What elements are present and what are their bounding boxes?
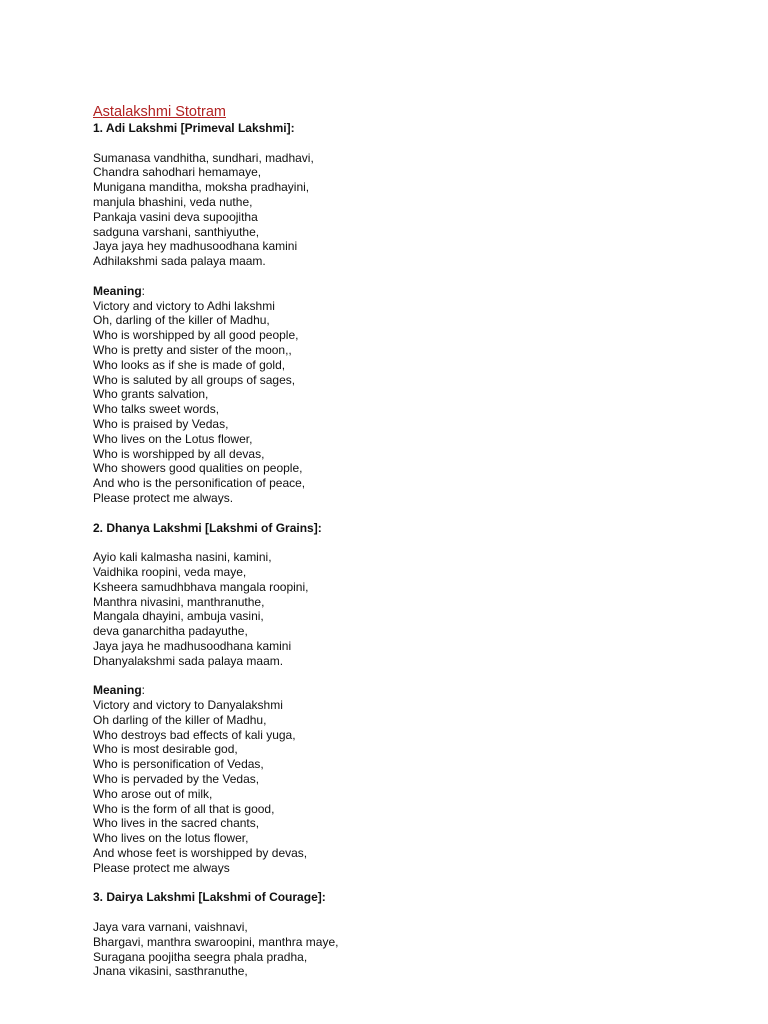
- section-dhanya-lakshmi: [93, 521, 733, 891]
- spacer: [93, 506, 733, 521]
- meaning-line: Who lives on the lotus flower,: [93, 831, 249, 846]
- verse-line: Suragana poojitha seegra phala pradha,: [93, 949, 308, 964]
- meaning-label: Meaning: [93, 283, 142, 298]
- meaning-line: Who is the form of all that is good,: [93, 801, 275, 816]
- verse-line: Jaya jaya hey madhusoodhana kamini: [93, 239, 298, 254]
- verse-line: deva ganarchitha padayuthe,: [93, 624, 248, 639]
- meaning-colon: :: [141, 283, 146, 298]
- section-adi-lakshmi: [93, 121, 733, 521]
- meaning-line: Oh darling of the killer of Madhu,: [93, 712, 267, 727]
- verse-line: Munigana manditha, moksha pradhayini,: [93, 180, 310, 195]
- meaning-line: Oh, darling of the killer of Madhu,: [93, 313, 270, 328]
- verse-line: sadguna varshani, santhiyuthe,: [93, 224, 260, 239]
- meaning-line: Who destroys bad effects of kali yuga,: [93, 727, 296, 742]
- meaning-line: Who is pretty and sister of the moon,,: [93, 342, 292, 357]
- spacer: [93, 136, 733, 151]
- meaning-line: Who is most desirable god,: [93, 742, 238, 757]
- spacer: [93, 876, 733, 891]
- verse-line: Sumanasa vandhitha, sundhari, madhavi,: [93, 150, 314, 165]
- meaning-block: [93, 299, 733, 506]
- meaning-block: [93, 698, 733, 876]
- meaning-line: Who is pervaded by the Vedas,: [93, 772, 260, 787]
- meaning-line: Victory and victory to Danyalakshmi: [93, 698, 283, 713]
- meaning-line: Victory and victory to Adhi lakshmi: [93, 298, 275, 313]
- spacer: [93, 905, 733, 920]
- meaning-line: Who is personification of Vedas,: [93, 757, 264, 772]
- verse-line: Ayio kali kalmasha nasini, kamini,: [93, 550, 272, 565]
- verse-line: Chandra sahodhari hemamaye,: [93, 165, 262, 180]
- section-heading: 3. Dairya Lakshmi [Lakshmi of Courage]:: [93, 890, 326, 905]
- verse-block: [93, 151, 733, 269]
- meaning-line: Who is worshipped by all good people,: [93, 328, 299, 343]
- meaning-heading: [93, 284, 733, 299]
- document-page: [93, 103, 733, 979]
- meaning-line: Who looks as if she is made of gold,: [93, 357, 286, 372]
- meaning-line: Who grants salvation,: [93, 387, 209, 402]
- meaning-line: Who arose out of milk,: [93, 786, 213, 801]
- spacer: [93, 668, 733, 683]
- meaning-colon: :: [141, 683, 146, 698]
- document-title: Astalakshmi Stotram: [93, 104, 226, 120]
- verse-line: Pankaja vasini deva supoojitha: [93, 209, 258, 224]
- verse-block: [93, 550, 733, 668]
- verse-block: [93, 920, 733, 979]
- meaning-line: Please protect me always: [93, 860, 230, 875]
- spacer: [93, 269, 733, 284]
- verse-line: manjula bhashini, veda nuthe,: [93, 194, 253, 209]
- meaning-line: Who is worshipped by all devas,: [93, 446, 265, 461]
- meaning-line: And who is the personification of peace,: [93, 476, 306, 491]
- verse-line: Dhanyalakshmi sada palaya maam.: [93, 653, 284, 668]
- spacer: [93, 535, 733, 550]
- verse-line: Adhilakshmi sada palaya maam.: [93, 254, 266, 269]
- verse-line: Jnana vikasini, sasthranuthe,: [93, 964, 248, 979]
- verse-line: Jaya vara varnani, vaishnavi,: [93, 920, 248, 935]
- meaning-line: Who lives in the sacred chants,: [93, 816, 260, 831]
- section-dairya-lakshmi: [93, 890, 733, 979]
- verse-line: Bhargavi, manthra swaroopini, manthra maye,: [93, 934, 339, 949]
- section-heading: 1. Adi Lakshmi [Primeval Lakshmi]:: [93, 121, 295, 135]
- section-heading: 2. Dhanya Lakshmi [Lakshmi of Grains]:: [93, 520, 322, 535]
- meaning-line: Who is praised by Vedas,: [93, 416, 229, 431]
- verse-line: Jaya jaya he madhusoodhana kamini: [93, 638, 292, 653]
- meaning-line: Who is saluted by all groups of sages,: [93, 372, 296, 387]
- verse-line: Mangala dhayini, ambuja vasini,: [93, 609, 264, 624]
- meaning-label: Meaning: [93, 683, 142, 698]
- meaning-line: And whose feet is worshipped by devas,: [93, 846, 308, 861]
- verse-line: Manthra nivasini, manthranuthe,: [93, 594, 265, 609]
- verse-line: Vaidhika roopini, veda maye,: [93, 564, 247, 579]
- meaning-line: Please protect me always.: [93, 490, 234, 505]
- meaning-line: Who showers good qualities on people,: [93, 461, 303, 476]
- verse-line: Ksheera samudhbhava mangala roopini,: [93, 579, 309, 594]
- meaning-heading: [93, 683, 733, 698]
- meaning-line: Who lives on the Lotus flower,: [93, 431, 253, 446]
- meaning-line: Who talks sweet words,: [93, 402, 220, 417]
